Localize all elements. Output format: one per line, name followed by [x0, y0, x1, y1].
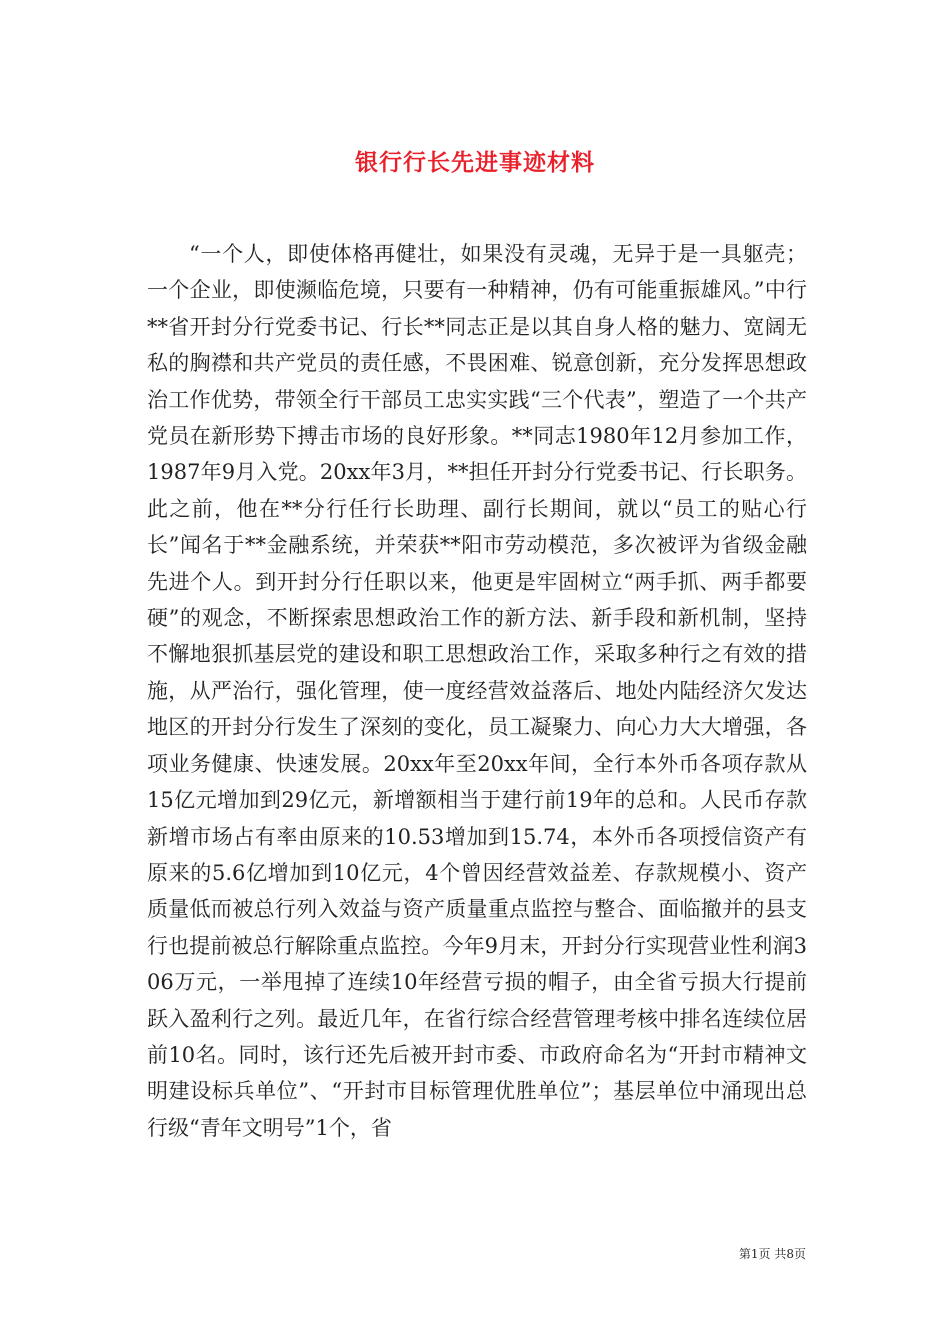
footer-suffix: 页 [793, 1247, 806, 1261]
footer-prefix: 第 [738, 1247, 751, 1261]
document-title: 银行行长先进事迹材料 [355, 149, 595, 177]
body-paragraph: “一个人，即使体格再健壮，如果没有灵魂，无异于是一具躯壳；一个企业，即使濒临危境，只要有一种精神，仍有可能重振雄风。”中行**省开封分行党委书记、行长**同志正是以其自身人格的魅力、宽阔无私的胸襟和共产党员的责任感，不畏困难、锐意创新，充分发挥思想政治工作优势，带领全行干部员工忠实实践“三个代表”，塑造了一个共产党员在新形势下搏击市场的良好形象。**同志1980年12月参加工作，1987年9月入党。20xx年3月，**担任开封分行党委书记、行长职务。此之前，他在**分行任行长助理、副行长期间，就以“员工的贴心行长”闻名于**金融系统，并荣获**阳市劳动模范，多次被评为省级金融先进个人。到开封分行任职以来，他更是牢固树立“两手抓、两手都要硬”的观念，不断探索思想政治工作的新方法、新手段和新机制，坚持不懈地狠抓基层党的建设和职工思想政治工作，采取多种行之有效的措施，从严治行，强化管理，使一度经营效益落后、地处内陆经济欠发达地区的开封分行发生了深刻的变化，员工凝聚力、向心力大大增强，各项业务健康、快速发展。20xx年至20xx年间，全行本外币各项存款从15亿元增加到29亿元，新增额相当于建行前19年的总和。人民币存款新增市场占有率由原来的10.53增加到15.74，本外币各项授信资产有原来的5.6亿增加到10亿元，4个曾因经营效益差、存款规模小、资产质量低而被总行列入效益与资产质量重点监控与整合、面临撤并的县支行也提前被总行解除重点监控。今年9月末，开封分行实现营业性利润306万元，一举甩掉了连续10年经营亏损的帽子，由全省亏损大行提前跃入盈利行之列。最近几年，在省行综合经营管理考核中排名连续位居前10名。同时，该行还先后被开封市委、市政府命名为“开封市精神文明建设标兵单位”、“开封市目标管理优胜单位”；基层单位中涌现出总行级“青年文明号”1个，省 [147, 242, 807, 1140]
footer-middle: 页 共 [758, 1247, 787, 1261]
total-pages-number: 8 [786, 1247, 794, 1261]
document-body [147, 236, 807, 1236]
current-page-number: 1 [750, 1247, 759, 1261]
page-footer [739, 1246, 806, 1262]
